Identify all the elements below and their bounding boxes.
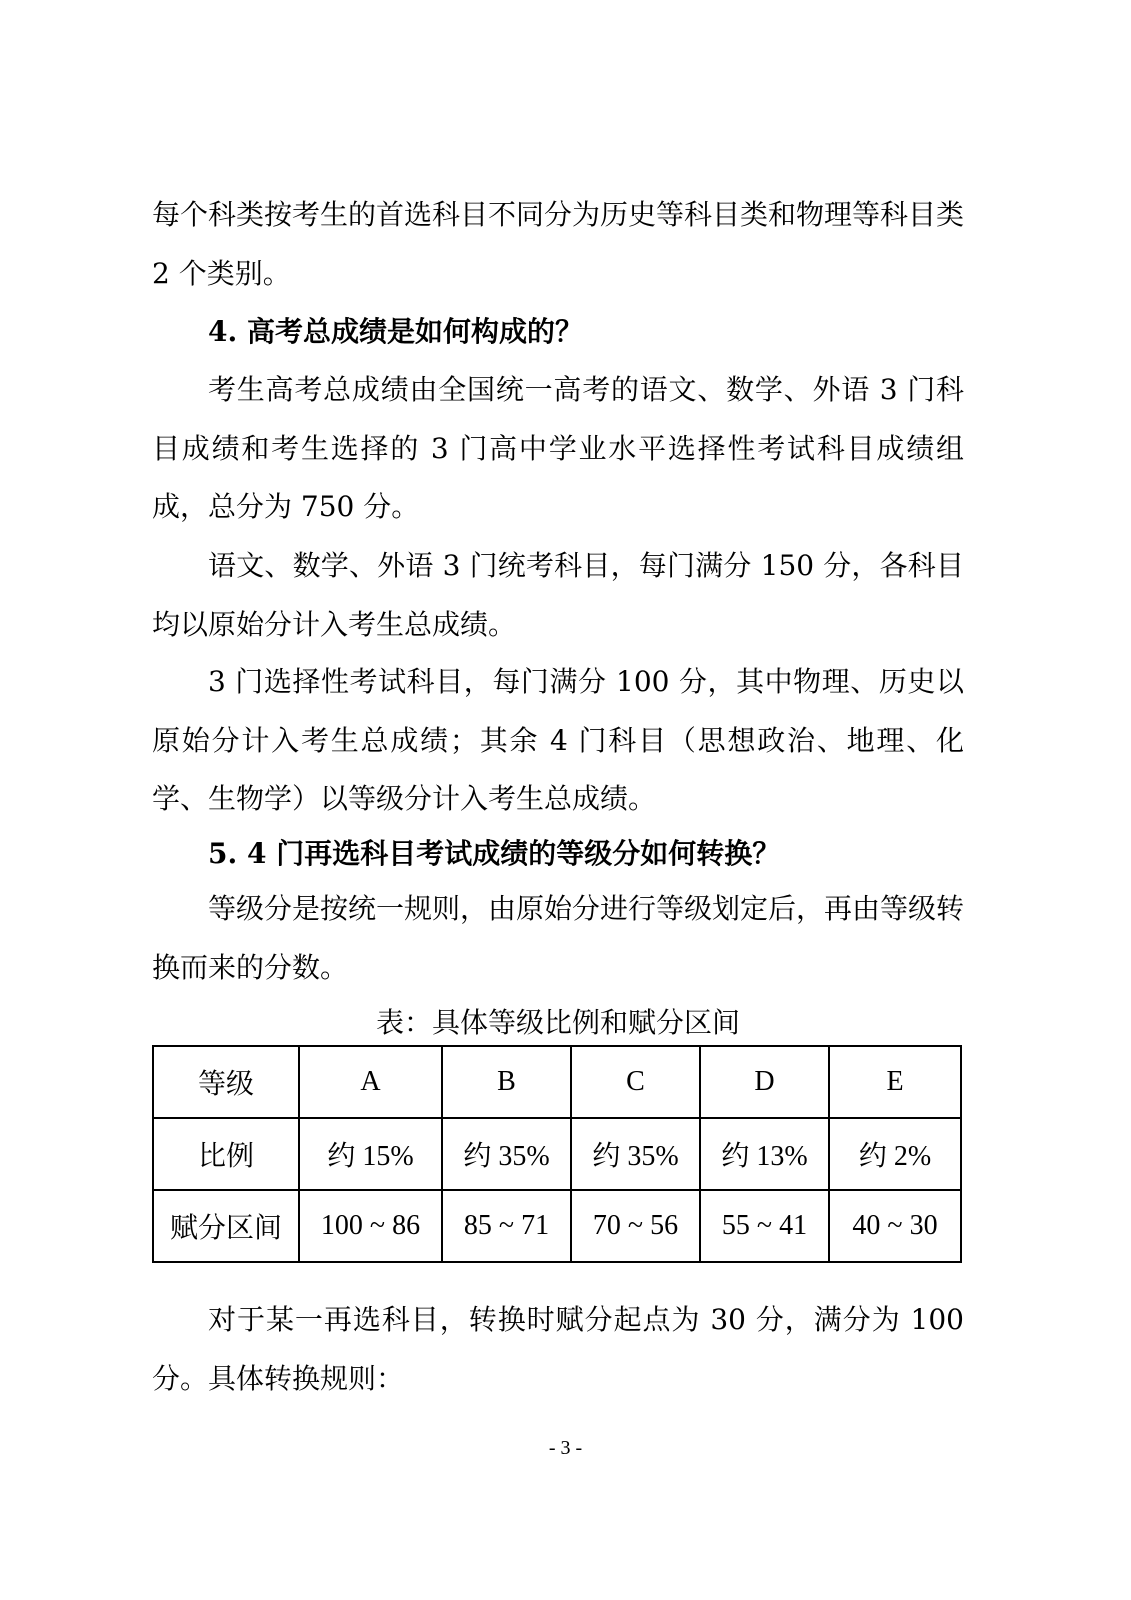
grade-ratio-table	[152, 1045, 962, 1263]
table-row-ratio	[153, 1118, 961, 1190]
table-cell: 70 ~ 56	[571, 1190, 700, 1262]
table-cell: 比例	[153, 1118, 299, 1190]
heading-question-5: 5. 4 门再选科目考试成绩的等级分如何转换？	[208, 837, 781, 870]
table-cell: 85 ~ 71	[442, 1190, 571, 1262]
paragraph-total-score-composition: 考生高考总成绩由全国统一高考的语文、数学、外语 3 门科目成绩和考生选择的 3 门高中学业水平选择性考试科目成绩组成，总分为 750 分。	[152, 373, 964, 523]
table-cell: 约 35%	[442, 1118, 571, 1190]
paragraph-unified-subjects: 语文、数学、外语 3 门统考科目，每门满分 150 分，各科目均以原始分计入考生总成绩。	[152, 549, 964, 641]
table-cell: 约 35%	[571, 1118, 700, 1190]
table-cell: C	[571, 1046, 700, 1118]
table-row-score-range	[153, 1190, 961, 1262]
table-caption: 表：具体等级比例和赋分区间	[375, 1006, 740, 1039]
table-cell: 40 ~ 30	[829, 1190, 961, 1262]
table-cell: E	[829, 1046, 961, 1118]
table-cell: 约 13%	[700, 1118, 829, 1190]
paragraph-elective-subjects: 3 门选择性考试科目，每门满分 100 分，其中物理、历史以原始分计入考生总成绩；其余 4 门科目（思想政治、地理、化学、生物学）以等级分计入考生总成绩。	[152, 665, 964, 815]
table-cell: 等级	[153, 1046, 299, 1118]
table-cell: 55 ~ 41	[700, 1190, 829, 1262]
heading-question-4: 4. 高考总成绩是如何构成的？	[208, 315, 583, 348]
paragraph-subject-categories: 每个科类按考生的首选科目不同分为历史等科目类和物理等科目类 2 个类别。	[152, 198, 965, 290]
table-cell: 约 2%	[829, 1118, 961, 1190]
table-cell: B	[442, 1046, 571, 1118]
table-cell: 100 ~ 86	[299, 1190, 442, 1262]
table-cell: D	[700, 1046, 829, 1118]
table-cell: A	[299, 1046, 442, 1118]
paragraph-conversion-rules-intro: 对于某一再选科目，转换时赋分起点为 30 分，满分为 100 分。具体转换规则：	[152, 1303, 964, 1395]
page-number: - 3 -	[548, 1437, 583, 1459]
table-cell: 约 15%	[299, 1118, 442, 1190]
paragraph-grade-score-definition: 等级分是按统一规则，由原始分进行等级划定后，再由等级转换而来的分数。	[152, 892, 965, 984]
table-cell: 赋分区间	[153, 1190, 299, 1262]
table-row-grade	[153, 1046, 961, 1118]
